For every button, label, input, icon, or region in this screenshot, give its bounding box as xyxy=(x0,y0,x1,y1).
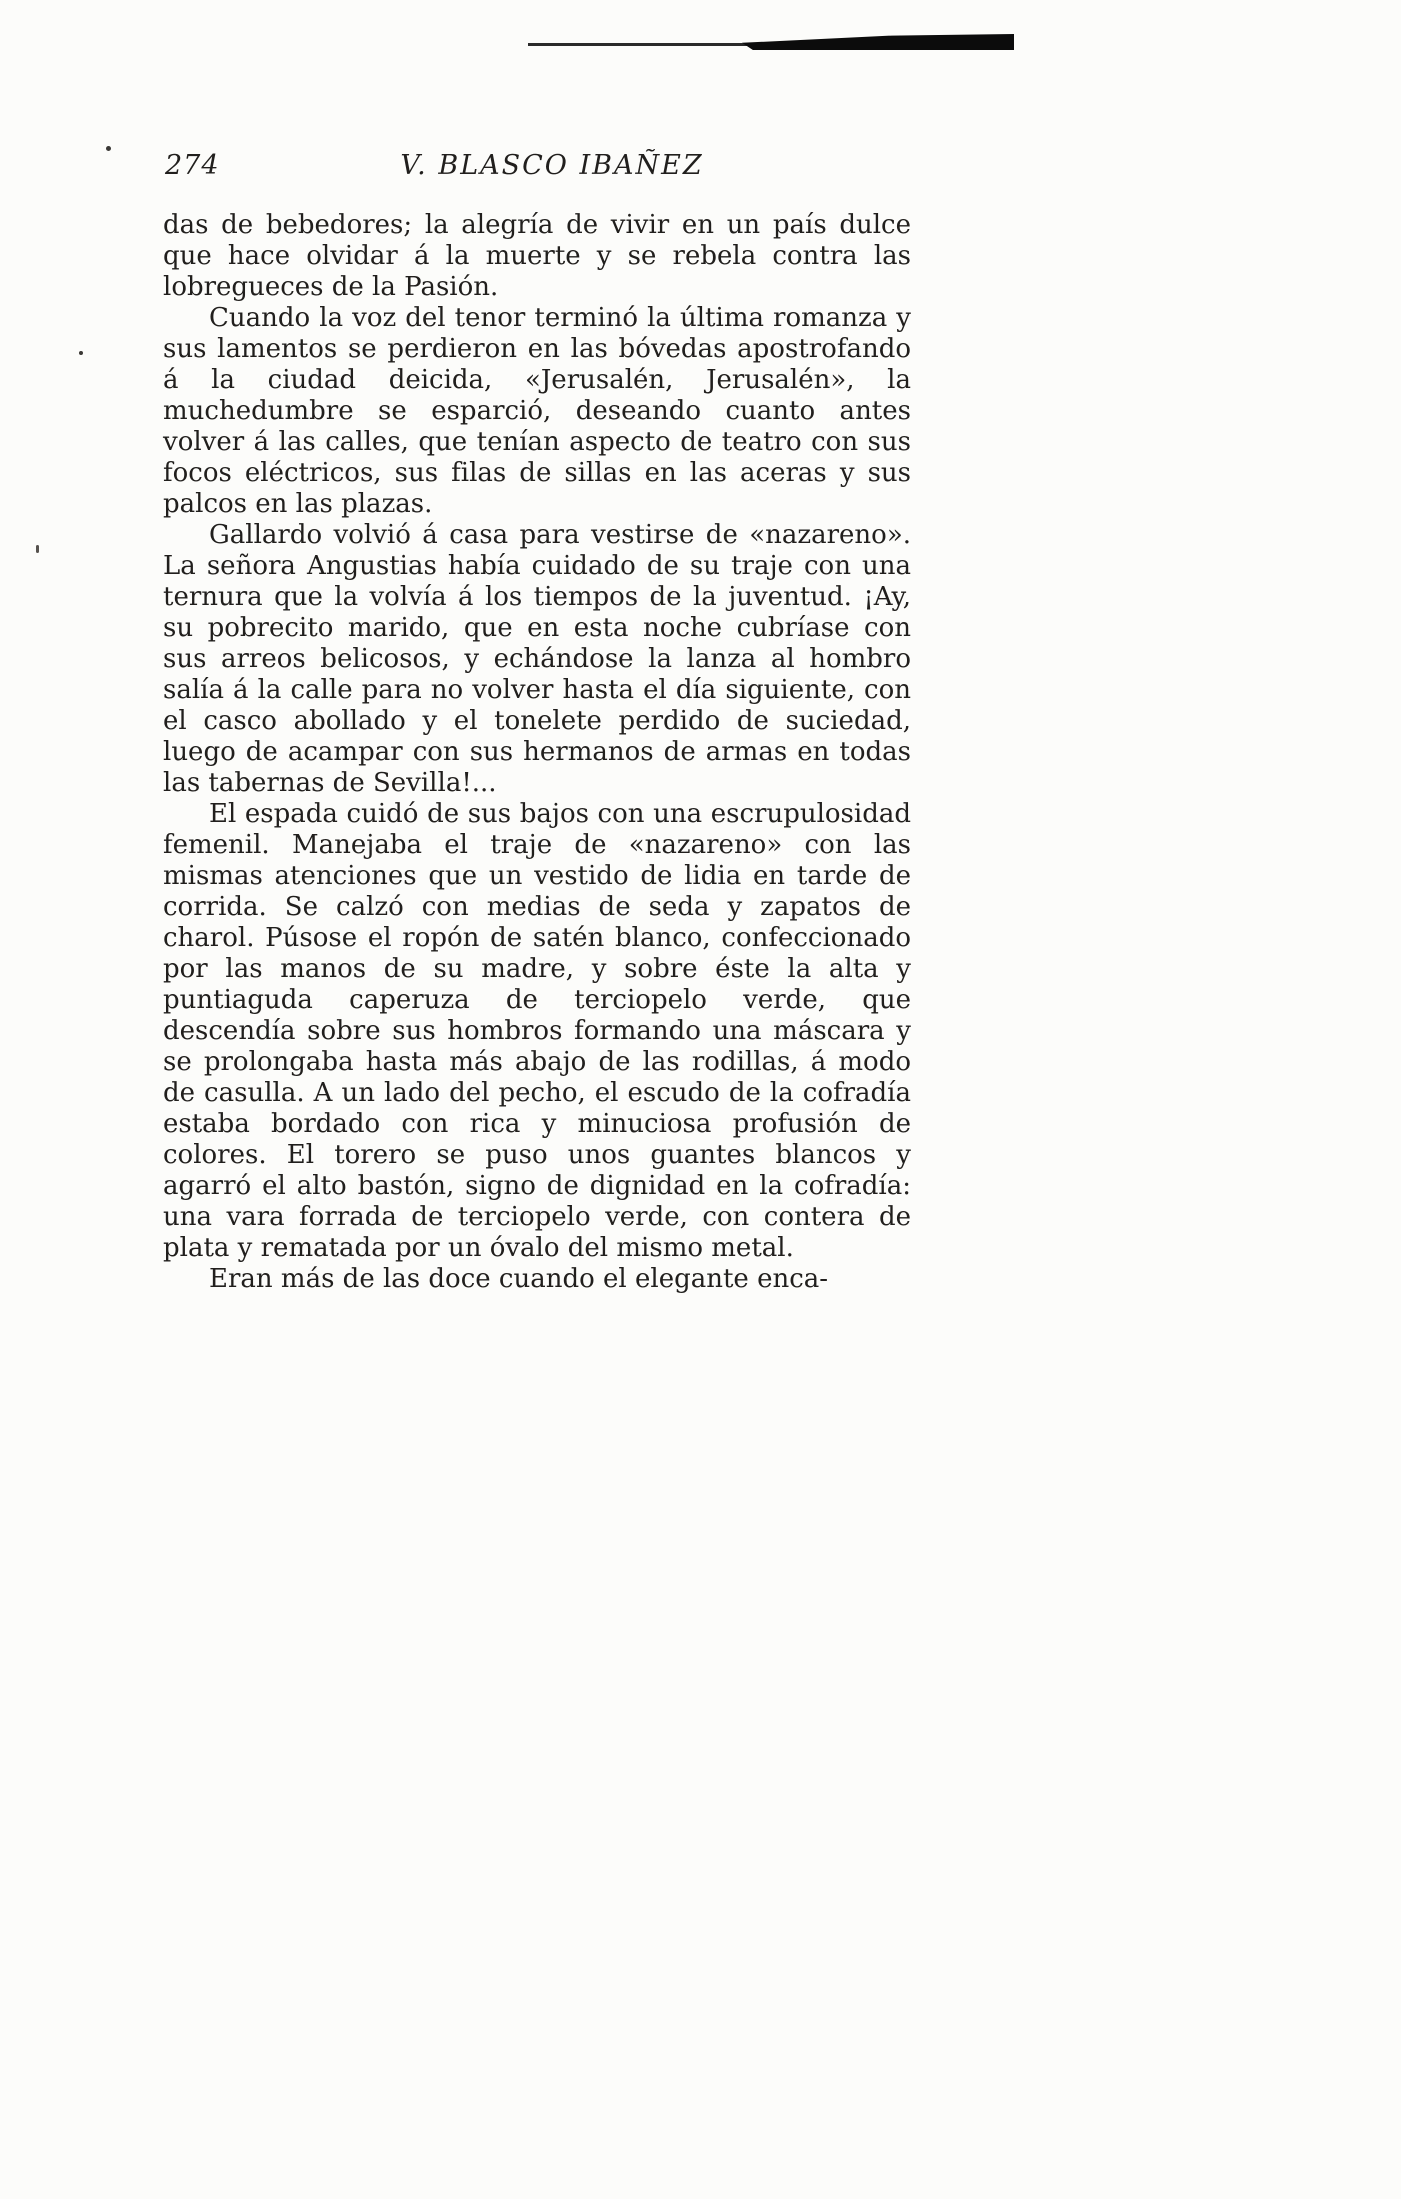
scan-artifact-bar xyxy=(742,34,1014,50)
page-header xyxy=(163,150,911,194)
page-number: 274 xyxy=(165,150,220,181)
text-block xyxy=(163,210,911,1295)
running-title: V. BLASCO IBAÑEZ xyxy=(400,150,704,181)
scan-speck xyxy=(79,351,83,355)
paragraph: das de bebedores; la alegría de vivir en un país dulce que hace olvidar á la muerte y se rebela contra las lobregueces de la Pasión. xyxy=(163,210,911,302)
paragraph: Cuando la voz del tenor terminó la última romanza y sus lamentos se perdieron en las bóvedas apostrofando á la ciudad deicida, «Jerusalén, Jerusalén», la muchedumbre se esparció, deseando cuanto antes volver á las calles, que tenían aspecto de teatro con sus focos eléctricos, sus filas de sillas en las aceras y sus palcos en las plazas. xyxy=(163,303,911,519)
paragraph: El espada cuidó de sus bajos con una escrupulosidad femenil. Manejaba el traje de «nazareno» con las mismas atenciones que un vestido de lidia en tarde de corrida. Se calzó con medias de seda y zapatos de charol. Púsose el ropón de satén blanco, confeccionado por las manos de su madre, y sobre éste la alta y puntiaguda caperuza de terciopelo verde, que descendía sobre sus hombros formando una máscara y se prolongaba hasta más abajo de las rodillas, á modo de casulla. A un lado del pecho, el escudo de la cofradía estaba bordado con rica y minuciosa profusión de colores. El torero se puso unos guantes blancos y agarró el alto bastón, signo de dignidad en la cofradía: una vara forrada de terciopelo verde, con contera de plata y rematada por un óvalo del mismo metal. xyxy=(163,799,911,1263)
paragraph: Eran más de las doce cuando el elegante enca- xyxy=(209,1264,829,1294)
paragraph: Gallardo volvió á casa para vestirse de «nazareno». La señora Angustias había cuidado de su traje con una ternura que la volvía á los tiempos de la juventud. ¡Ay, su pobrecito marido, que en esta noche cubríase con sus arreos belicosos, y echándose la lanza al hombro salía á la calle para no volver hasta el día siguiente, con el casco abollado y el tonelete perdido de suciedad, luego de acampar con sus hermanos de armas en todas las tabernas de Sevilla!... xyxy=(163,520,911,798)
scan-speck xyxy=(106,146,111,151)
page-content xyxy=(163,150,911,1295)
scan-speck xyxy=(36,545,39,553)
